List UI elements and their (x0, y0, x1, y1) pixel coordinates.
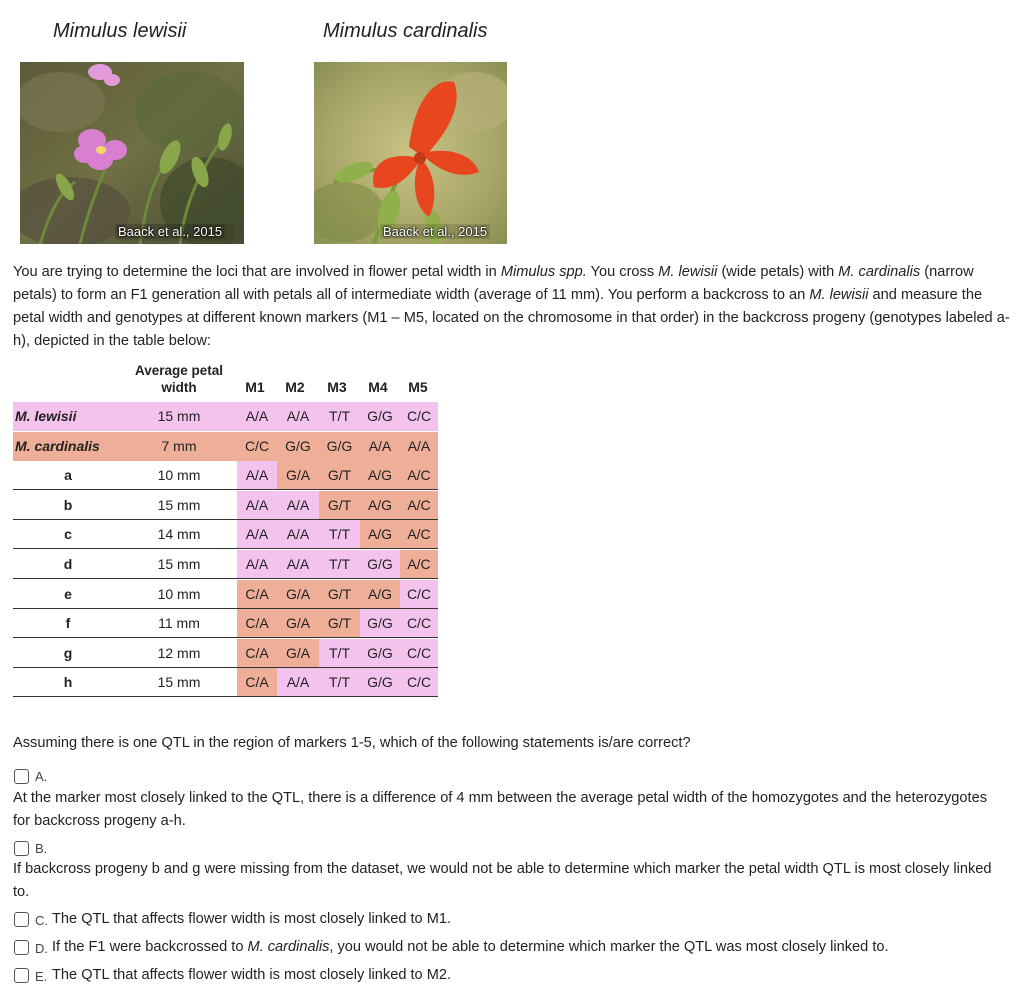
genotype-cell-m3: T/T (319, 668, 360, 697)
option-c-letter: C. (35, 913, 48, 928)
genotype-cell-m5: C/C (400, 609, 438, 638)
row-average-width: 15 mm (157, 674, 201, 691)
table-row (13, 639, 438, 668)
genotype-cell-m1: A/A (237, 491, 277, 520)
genotype-cell-m3: G/G (319, 432, 360, 461)
row-average-width: 15 mm (157, 408, 201, 424)
genotype-cell-m5: C/C (400, 402, 438, 431)
option-a-checkbox[interactable] (14, 769, 29, 784)
genotype-cell-m3: G/T (319, 580, 360, 609)
genotype-cell-m1: C/C (237, 432, 277, 461)
option-d-checkbox[interactable] (14, 940, 29, 955)
table-row (13, 550, 438, 579)
option-a-letter: A. (35, 769, 48, 784)
table-row (13, 461, 438, 490)
option-c-text: The QTL that affects flower width is most closely linked to M1. (52, 911, 452, 927)
genotype-cell-m3: T/T (319, 402, 360, 431)
option-c-checkbox[interactable] (14, 912, 29, 927)
header-m1: M1 (245, 379, 265, 395)
genotype-cell-m2: G/A (277, 639, 319, 668)
option-d-text: If the F1 were backcrossed to M. cardinalis, you would not be able to determine which marker the QTL was most closely linked to. (52, 939, 889, 955)
photo-caption-lewisii: Baack et al., 2015 (115, 224, 225, 239)
row-label: d (63, 556, 73, 572)
genotype-cell-m3: T/T (319, 639, 360, 668)
row-label: e (64, 585, 72, 602)
species-title-cardinalis: Mimulus cardinalis (323, 20, 488, 42)
species-title-lewisii: Mimulus lewisii (53, 20, 187, 42)
header-m2: M2 (285, 379, 305, 395)
row-label: a (64, 467, 72, 484)
genotype-cell-m4: A/G (360, 491, 400, 520)
genotype-cell-m4: G/G (360, 609, 400, 638)
row-label: f (65, 615, 71, 632)
genotype-cell-m4: A/G (360, 520, 400, 549)
genotype-cell-m5: C/C (400, 580, 438, 609)
genotype-cell-m2: A/A (277, 668, 319, 697)
row-divider (13, 696, 438, 697)
genotype-cell-m5: A/C (400, 461, 438, 490)
intro-paragraph: You are trying to determine the loci that are involved in flower petal width in Mimulus spp. You cross M. lewisii (wide petals) with M. cardinalis (narrow petals) to form an F1 generation all with petals all of intermediate width (average of 11 mm). You perform a backcross to an M. lewisii and measure the petal width and genotypes at different known markers (M1 – M5, located on the chromosome in that order) in the backcross progeny (genotypes labeled a-h), depicted in the table below: (13, 264, 1010, 349)
genotype-cell-m1: A/A (237, 402, 277, 431)
genotype-cell-m2: G/A (277, 461, 319, 490)
genotype-cell-m4: G/G (360, 402, 400, 431)
genotype-cell-m2: G/A (277, 609, 319, 638)
genotype-cell-m2: A/A (277, 520, 319, 549)
genotype-cell-m5: C/C (400, 668, 438, 697)
table-row (13, 520, 438, 549)
genotype-cell-m4: G/G (360, 550, 400, 579)
row-label: b (63, 496, 73, 513)
row-label: h (63, 674, 73, 691)
row-label: g (63, 644, 73, 661)
photo-caption-cardinalis: Baack et al., 2015 (380, 224, 490, 239)
table-row (13, 402, 438, 431)
option-e-checkbox[interactable] (14, 968, 29, 983)
genotype-cell-m1: C/A (237, 639, 277, 668)
genotype-cell-m4: G/G (360, 668, 400, 697)
genotype-cell-m1: A/A (237, 550, 277, 579)
genotype-cell-m5: A/C (400, 550, 438, 579)
row-label: M. cardinalis (15, 437, 100, 454)
option-b-letter: B. (35, 841, 48, 856)
table-row (13, 668, 438, 697)
genotype-cell-m4: A/G (360, 461, 400, 490)
option-d-letter: D. (35, 941, 48, 956)
genotype-cell-m3: T/T (319, 520, 360, 549)
option-e-letter: E. (35, 969, 48, 984)
row-label: M. lewisii (15, 408, 77, 424)
genotype-cell-m5: C/C (400, 639, 438, 668)
row-label: c (64, 526, 72, 543)
genotype-cell-m3: G/T (319, 491, 360, 520)
option-e-text: The QTL that affects flower width is most closely linked to M2. (52, 967, 452, 983)
genotype-cell-m1: A/A (237, 461, 277, 490)
genotype-cell-m4: A/G (360, 580, 400, 609)
genotype-cell-m3: G/T (319, 461, 360, 490)
genotype-cell-m5: A/C (400, 520, 438, 549)
genotype-cell-m1: C/A (237, 580, 277, 609)
table-row (13, 580, 438, 609)
row-average-width: 14 mm (157, 526, 201, 543)
genotype-cell-m2: A/A (277, 402, 319, 431)
table-row (13, 491, 438, 520)
table-row (13, 432, 438, 461)
row-average-width: 10 mm (157, 467, 201, 484)
genotype-cell-m2: G/A (277, 580, 319, 609)
row-average-width: 15 mm (157, 556, 201, 572)
genotype-cell-m3: T/T (319, 550, 360, 579)
genotype-cell-m5: A/C (400, 491, 438, 520)
table-row (13, 609, 438, 638)
row-average-width: 12 mm (157, 644, 201, 661)
photo-mimulus-cardinalis (314, 62, 507, 244)
genotype-cell-m2: A/A (277, 491, 319, 520)
header-m5: M5 (408, 379, 428, 395)
row-average-width: 11 mm (158, 615, 200, 632)
genotype-cell-m4: A/A (360, 432, 400, 461)
genotype-cell-m1: A/A (237, 520, 277, 549)
genotype-cell-m5: A/A (400, 432, 438, 461)
header-average-petal-width: Average petal width (134, 363, 224, 395)
genotype-cell-m2: G/G (277, 432, 319, 461)
option-a-text: At the marker most closely linked to the QTL, there is a difference of 4 mm between the average petal width of the homozygotes and the heterozygotes for backcross progeny a-h. (13, 790, 987, 829)
genotype-cell-m2: A/A (277, 550, 319, 579)
option-b-checkbox[interactable] (14, 841, 29, 856)
option-b-text: If backcross progeny b and g were missing from the dataset, we would not be able to determine which marker the petal width QTL is most closely linked to. (13, 861, 992, 900)
photo-mimulus-lewisii (20, 62, 244, 244)
genotype-cell-m1: C/A (237, 668, 277, 697)
genotype-cell-m1: C/A (237, 609, 277, 638)
row-average-width: 15 mm (157, 496, 201, 513)
genotype-cell-m3: G/T (319, 609, 360, 638)
header-m4: M4 (368, 379, 388, 395)
question-text: Assuming there is one QTL in the region of markers 1-5, which of the following statements is/are correct? (13, 735, 691, 751)
row-average-width: 10 mm (157, 585, 201, 602)
genotype-cell-m4: G/G (360, 639, 400, 668)
row-average-width: 7 mm (161, 437, 197, 454)
header-m3: M3 (327, 379, 347, 395)
